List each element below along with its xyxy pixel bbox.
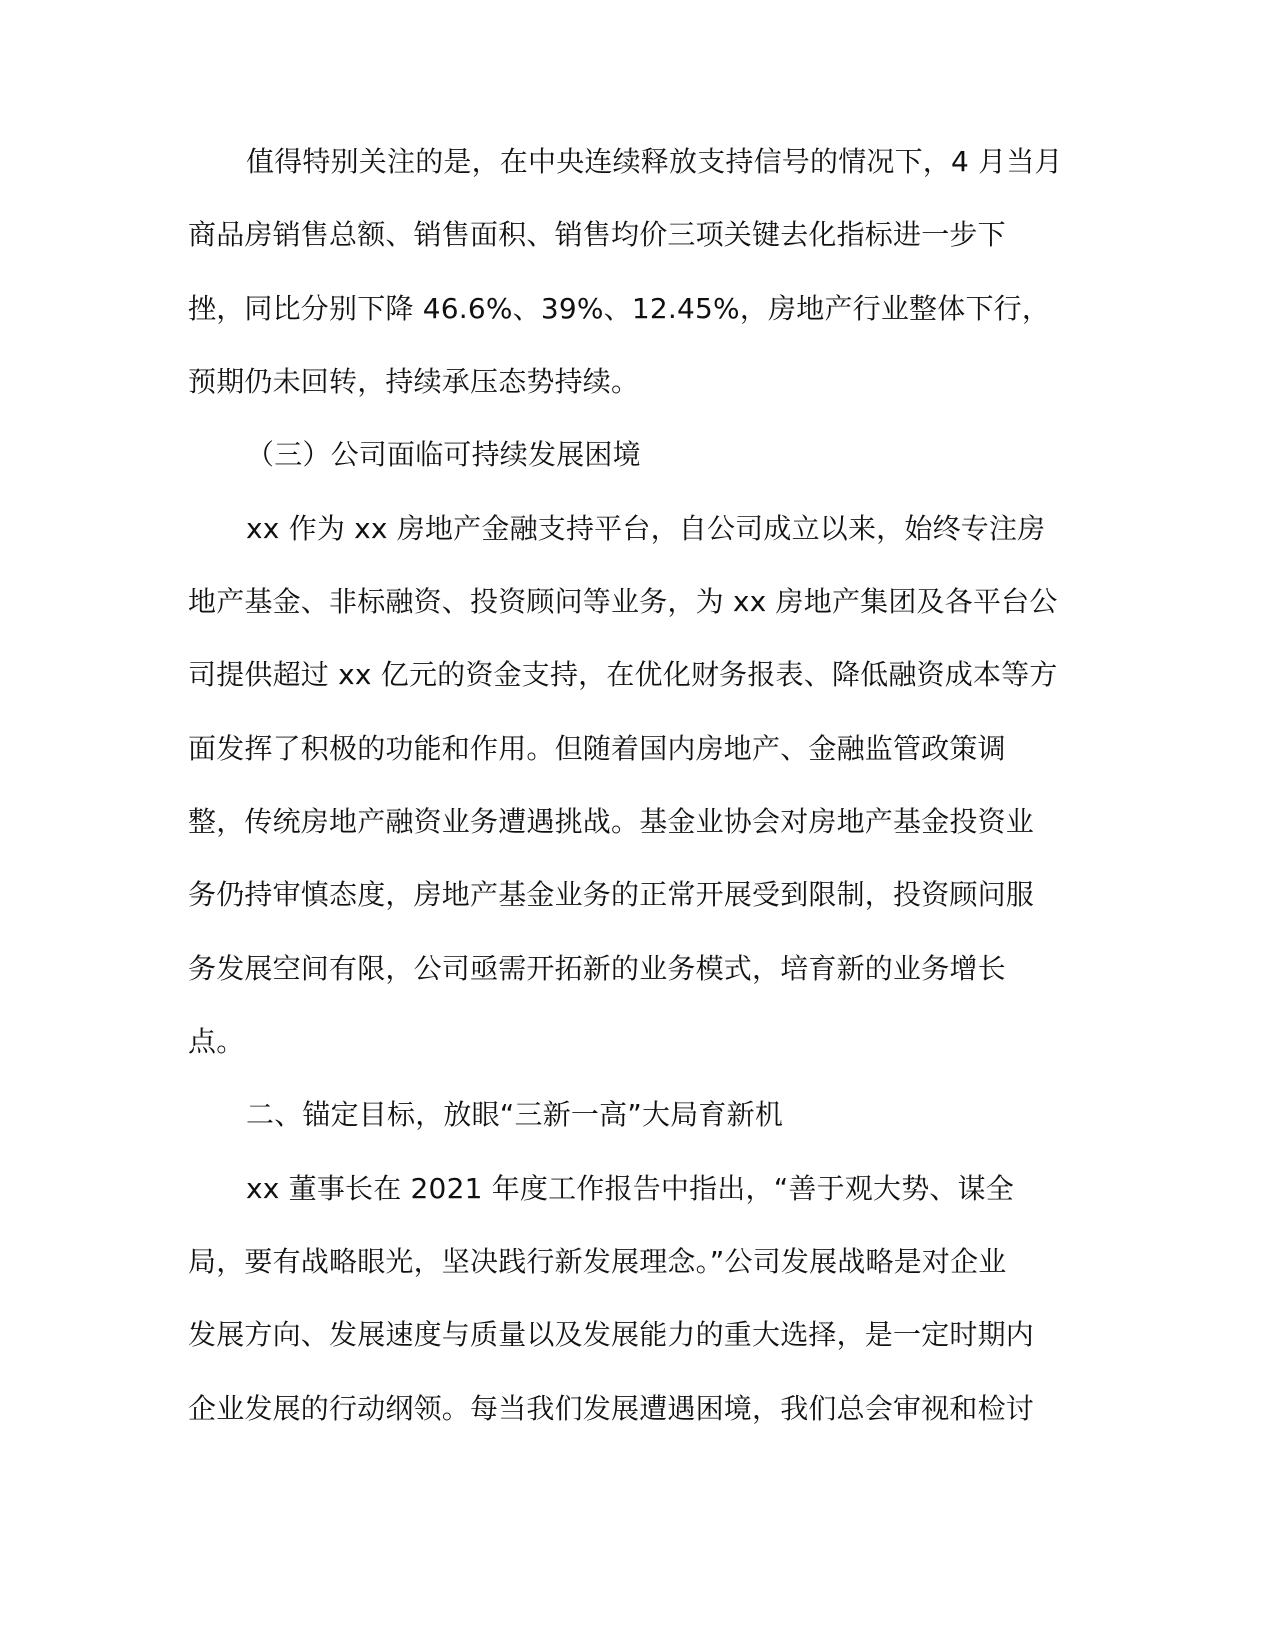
paragraph-line: 务仍持审慎态度，房地产基金业务的正常开展受到限制，投资顾问服 — [188, 878, 1035, 911]
paragraph-line: 企业发展的行动纲领。每当我们发展遭遇困境，我们总会审视和检讨 — [188, 1392, 1035, 1425]
paragraph-line: 务发展空间有限，公司亟需开拓新的业务模式，培育新的业务增长 — [188, 952, 1006, 985]
paragraph-line: 点。 — [188, 1025, 245, 1058]
paragraph-line: 预期仍未回转，持续承压态势持续。 — [188, 365, 640, 398]
paragraph-line: 面发挥了积极的功能和作用。但随着国内房地产、金融监管政策调 — [188, 732, 1006, 765]
section-heading: 二、锚定目标，放眼“三新一高”大局育新机 — [246, 1098, 784, 1131]
paragraph-line: xx 董事长在 2021 年度工作报告中指出，“善于观大势、谋全 — [246, 1172, 1015, 1205]
paragraph-line: 地产基金、非标融资、投资顾问等业务，为 xx 房地产集团及各平台公 — [188, 585, 1058, 618]
paragraph-line: 局，要有战略眼光，坚决践行新发展理念。”公司发展战略是对企业 — [188, 1245, 1007, 1278]
section-heading: （三）公司面临可持续发展困境 — [246, 438, 641, 471]
paragraph-line: 挫，同比分别下降 46.6%、39%、12.45%，房地产行业整体下行， — [188, 292, 1051, 325]
paragraph-line: 值得特别关注的是，在中央连续释放支持信号的情况下，4 月当月 — [246, 145, 1063, 178]
paragraph-line: 整，传统房地产融资业务遭遇挑战。基金业协会对房地产基金投资业 — [188, 805, 1035, 838]
paragraph-line: 司提供超过 xx 亿元的资金支持，在优化财务报表、降低融资成本等方 — [188, 658, 1058, 691]
paragraph-line: xx 作为 xx 房地产金融支持平台，自公司成立以来，始终专注房 — [246, 512, 1046, 545]
paragraph-line: 商品房销售总额、销售面积、销售均价三项关键去化指标进一步下 — [188, 218, 1006, 251]
paragraph-line: 发展方向、发展速度与质量以及发展能力的重大选择，是一定时期内 — [188, 1318, 1035, 1351]
